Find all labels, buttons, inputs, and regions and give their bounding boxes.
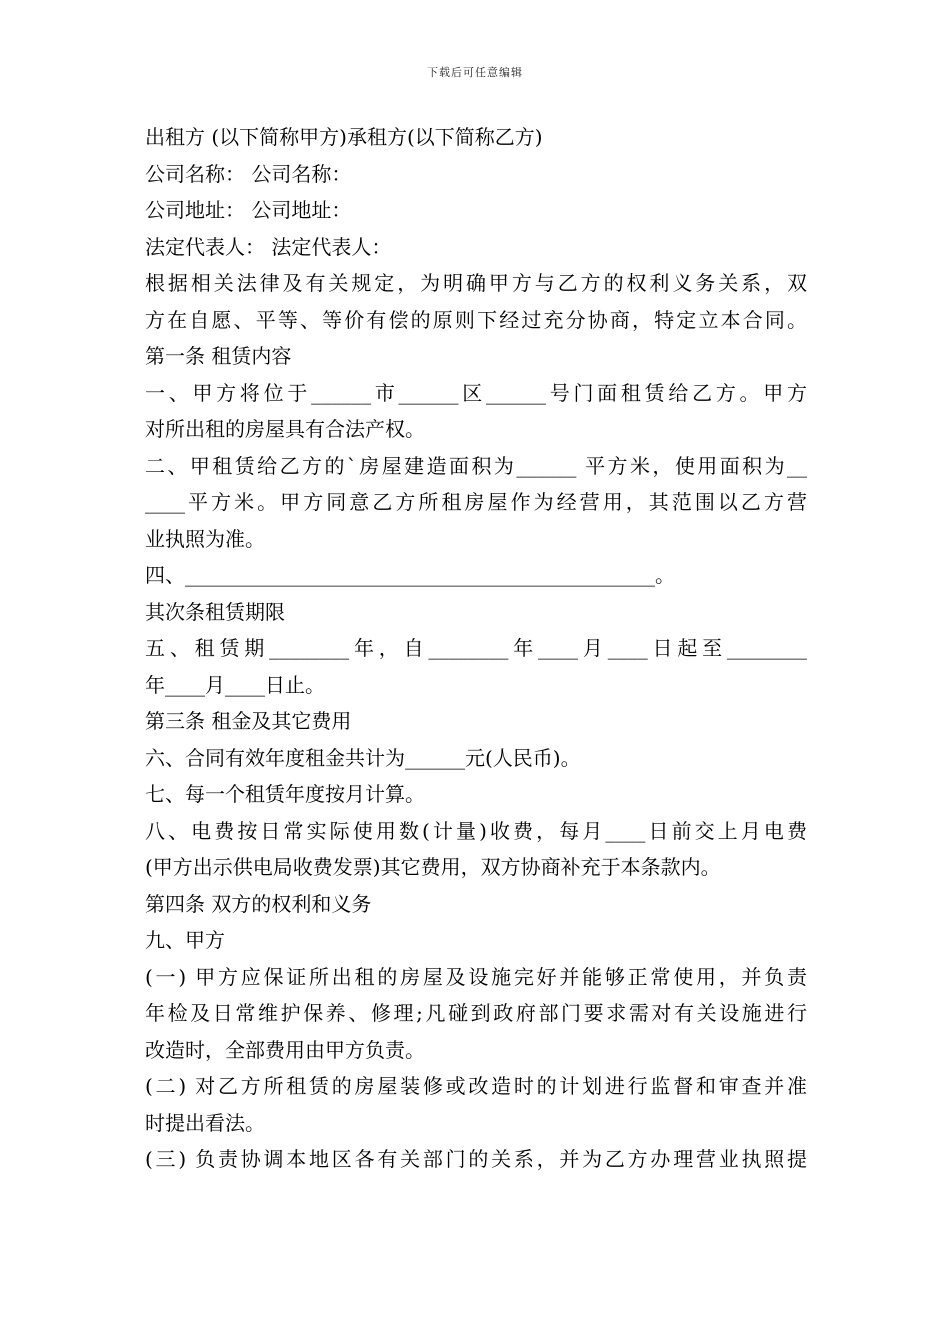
section-heading-3: 第三条 租金及其它费用 <box>145 709 352 733</box>
clause-2-line-2: ____平方米。甲方同意乙方所租房屋作为经营用，其范围以乙方营 <box>145 490 807 514</box>
clause-4-line-1: 四、_______________________________________________。 <box>145 563 675 587</box>
clause-9-1-line-1: (一) 甲方应保证所出租的房屋及设施完好并能够正常使用，并负责 <box>145 964 807 989</box>
clause-9-1-line-3: 改造时，全部费用由甲方负责。 <box>145 1037 425 1062</box>
line-preamble-2: 方在自愿、平等、等价有偿的原则下经过充分协商，特定立本合同。 <box>145 307 807 332</box>
clause-9-2-line-2: 时提出看法。 <box>145 1110 265 1135</box>
section-heading-4: 第四条 双方的权利和义务 <box>145 891 372 916</box>
clause-1-line-1: 一、甲方将位于______市______区______号门面租赁给乙方。甲方 <box>145 380 807 405</box>
clause-2-line-3: 业执照为准。 <box>145 526 265 551</box>
clause-1-line-2: 对所出租的房屋具有合法产权。 <box>145 417 425 441</box>
page-header-note: 下载后可任意编辑 <box>427 66 523 79</box>
clause-8-line-1: 八、电费按日常实际使用数(计量)收费，每月____日前交上月电费 <box>145 818 807 843</box>
section-heading-2: 其次条租赁期限 <box>145 599 285 624</box>
line-company-name: 公司名称： 公司名称： <box>145 161 352 186</box>
line-preamble-1: 根据相关法律及有关规定，为明确甲方与乙方的权利义务关系，双 <box>145 271 807 295</box>
clause-9-3-line-1: (三) 负责协调本地区各有关部门的关系，并为乙方办理营业执照提 <box>145 1147 807 1171</box>
line-parties: 出租方 (以下简称甲方)承租方(以下简称乙方) <box>145 125 543 149</box>
clause-9-line-1: 九、甲方 <box>145 928 225 952</box>
clause-5-line-2: 年____月____日止。 <box>145 672 325 697</box>
clause-6-line-1: 六、合同有效年度租金共计为______元(人民币)。 <box>145 745 581 770</box>
line-legal-representative: 法定代表人： 法定代表人： <box>145 234 392 259</box>
clause-2-line-1: 二、甲租赁给乙方的`房屋建造面积为______ 平方米，使用面积为__ <box>145 453 807 478</box>
contract-body <box>145 119 807 1178</box>
line-company-address: 公司地址： 公司地址： <box>145 198 352 222</box>
clause-9-2-line-1: (二) 对乙方所租赁的房屋装修或改造时的计划进行监督和审查并准 <box>145 1074 807 1098</box>
clause-9-1-line-2: 年检及日常维护保养、修理;凡碰到政府部门要求需对有关设施进行 <box>145 1001 807 1025</box>
section-heading-1: 第一条 租赁内容 <box>145 344 292 368</box>
clause-8-line-2: (甲方出示供电局收费发票)其它费用，双方协商补充于本条款内。 <box>145 855 721 879</box>
clause-5-line-1: 五、租赁期________年，自________年____月____日起至________ <box>145 636 807 660</box>
clause-7-line-1: 七、每一个租赁年度按月计算。 <box>145 782 425 806</box>
